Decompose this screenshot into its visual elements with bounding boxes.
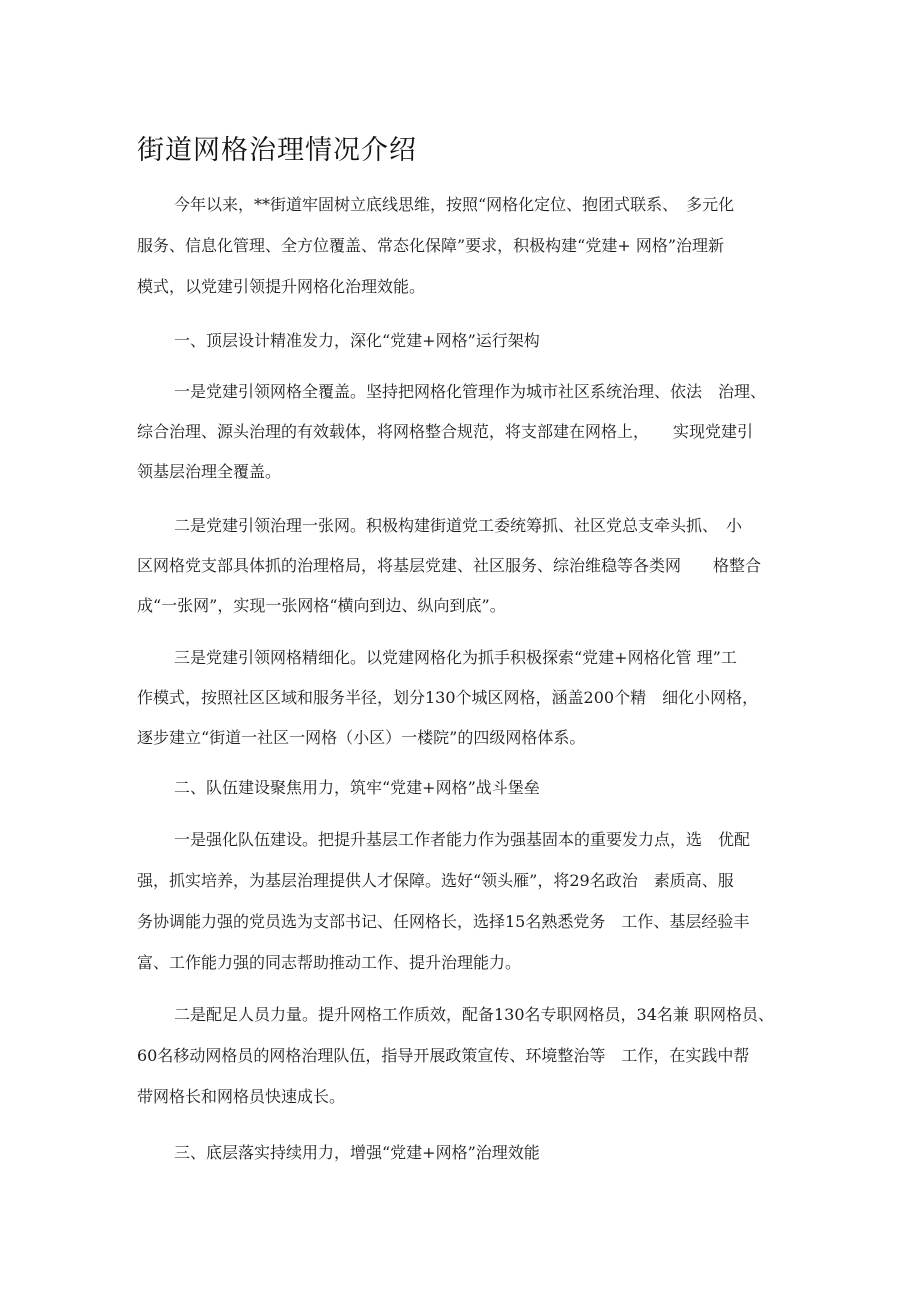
paragraph-intro-line-2: 服务、信息化管理、全方位覆盖、常态化保障”要求，积极构建“党建+ 网格”治理新	[137, 236, 725, 255]
paragraph-2-2-line-2: 60名移动网格员的网格治理队伍，指导开展政策宣传、环境整治等 工作，在实践中帮	[137, 1046, 750, 1065]
paragraph-1-1-line-3: 领基层治理全覆盖。	[137, 462, 282, 481]
section-heading-1: 一、顶层设计精准发力，深化“党建+网格”运行架构	[174, 331, 540, 350]
paragraph-1-2-line-3: 成“一张网”，实现一张网格“横向到边、纵向到底”。	[137, 596, 506, 615]
paragraph-2-2-line-3: 带网格长和网格员快速成长。	[137, 1087, 346, 1106]
paragraph-1-2-line-2: 区网格党支部具体抓的治理格局，将基层党建、社区服务、综治维稳等各类网 格整合	[137, 556, 762, 575]
document-title: 街道网格治理情况介绍	[137, 135, 417, 166]
paragraph-2-1-line-2: 强，抓实培养，为基层治理提供人才保障。选好“领头雁”，将29名政治 素质高、服	[137, 871, 734, 890]
section-heading-2: 二、队伍建设聚焦用力，筑牢“党建+网格”战斗堡垒	[174, 778, 540, 797]
paragraph-2-1-line-3: 务协调能力强的党员选为支部书记、任网格长，选择15名熟悉党务 工作、基层经验丰	[137, 912, 750, 931]
section-heading-3: 三、底层落实持续用力，增强“党建+网格”治理效能	[174, 1143, 540, 1162]
paragraph-intro-line-3: 模式，以党建引领提升网格化治理效能。	[137, 277, 426, 296]
paragraph-1-3-line-3: 逐步建立“街道一社区一网格（小区）一楼院”的四级网格体系。	[137, 728, 586, 747]
paragraph-1-2-line-1: 二是党建引领治理一张网。积极构建街道党工委统筹抓、社区党总支牵头抓、 小	[174, 516, 743, 535]
paragraph-2-1-line-4: 富、工作能力强的同志帮助推动工作、提升治理能力。	[137, 953, 522, 972]
paragraph-1-3-line-2: 作模式，按照社区区域和服务半径，划分130个城区网格，涵盖200个精 细化小网格，	[137, 688, 759, 707]
paragraph-1-1-line-2: 综合治理、源头治理的有效载体，将网格整合规范，将支部建在网格上， 实现党建引	[137, 422, 754, 441]
paragraph-1-1-line-1: 一是党建引领网格全覆盖。坚持把网格化管理作为城市社区系统治理、依法 治理、	[174, 382, 767, 401]
paragraph-2-2-line-1: 二是配足人员力量。提升网格工作质效，配备130名专职网格员，34名兼 职网格员、	[174, 1005, 774, 1024]
paragraph-1-3-line-1: 三是党建引领网格精细化。以党建网格化为抓手积极探索“党建+网格化管 理”工	[174, 648, 737, 667]
paragraph-2-1-line-1: 一是强化队伍建设。把提升基层工作者能力作为强基固本的重要发力点，选 优配	[174, 830, 751, 849]
paragraph-intro-line-1: 今年以来，**街道牢固树立底线思维，按照“网格化定位、抱团式联系、 多元化	[174, 195, 735, 214]
